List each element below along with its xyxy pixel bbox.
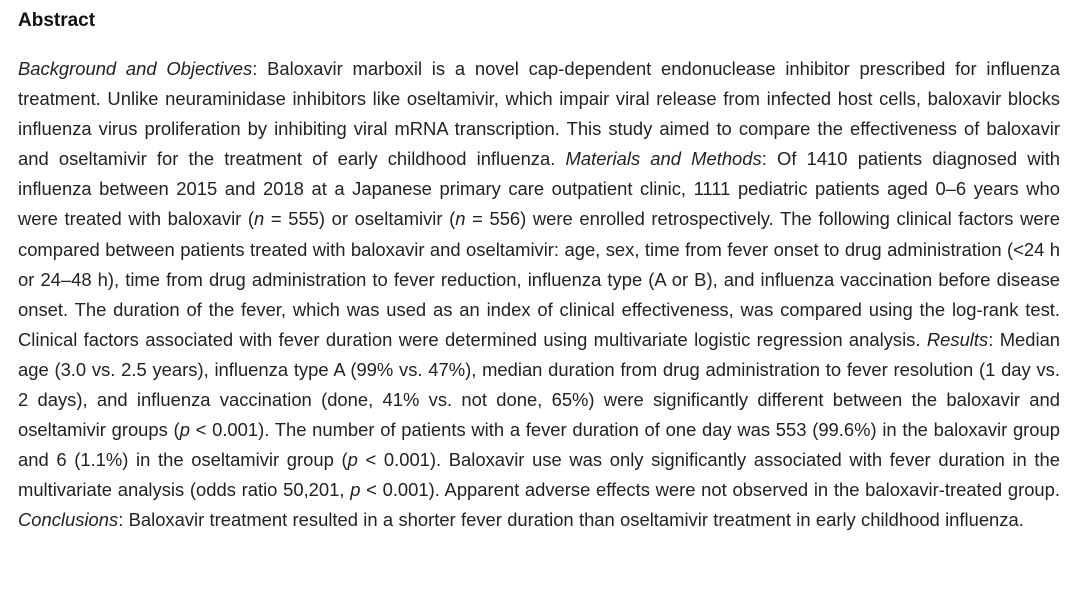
- section-text: Baloxavir marboxil is a novel cap-dependent endonuclease inhibitor prescribed for influenza treatment. Unlike neuraminidase inhibitors like oseltamivir, which impair viral release from infected host cells, baloxavir blocks influenza virus proliferation by inhibiting viral mRNA transcription. This study aimed to compare the effectiveness of baloxavir and oseltamivir for the treatment of early childhood influenza.: [18, 58, 1061, 170]
- abstract-body: Background and Objectives: Baloxavir marboxil is a novel cap-dependent endonuclease inhibitor prescribed for influenza treatment. Unlike neuraminidase inhibitors like oseltamivir, which impair viral release from infected host cells, baloxavir blocks influenza virus proliferation by inhibiting viral mRNA transcription. This study aimed to compare the effectiveness of baloxavir and oseltamivir for the treatment of early childhood influenza. Materials and Methods: Of 1410 patients diagnosed with influenza between 2015 and 2018 at a Japanese primary care outpatient clinic, 1111 pediatric patients aged 0–6 years who were treated with baloxavir (n = 555) or oseltamivir (n = 556) were enrolled retrospectively. The following clinical factors were compared between patients treated with baloxavir and oseltamivir: age, sex, time from fever onset to drug administration (<24 h or 24–48 h), time from drug administration to fever reduction, influenza type (A or B), and influenza vaccination before disease onset. The duration of the fever, which was used as an index of clinical effectiveness, was compared using the log-rank test. Clinical factors associated with fever duration were determined using multivariate logistic regression analysis. Results: Median age (3.0 vs. 2.5 years), influenza type A (99% vs. 47%), median duration from drug administration to fever resolution (1 day vs. 2 days), and influenza vaccination (done, 41% vs. not done, 65%) were significantly different between the baloxavir and oseltamivir groups (p < 0.001). The number of patients with a fever duration of one day was 553 (99.6%) in the baloxavir group and 6 (1.1%) in the oseltamivir group (p < 0.001). Baloxavir use was only significantly associated with fever duration in the multivariate analysis (odds ratio 50,201, p < 0.001). Apparent adverse effects were not observed in the baloxavir-treated group. Conclusions: Baloxavir treatment resulted in a shorter fever duration than oseltamivir treatment in early childhood influenza.: [18, 58, 1061, 531]
- section-text: Of 1410 patients diagnosed with influenza between 2015 and 2018 at a Japanese primary care outpatient clinic, 1111 pediatric patients aged 0–6 years who were treated with baloxavir (: [18, 148, 1061, 230]
- statistic-symbol: p: [350, 479, 361, 501]
- section-text: Baloxavir treatment resulted in a shorter fever duration than oseltamivir treatment in early childhood influenza.: [128, 509, 1024, 531]
- statistic-symbol: n: [455, 208, 466, 230]
- section-text: < 0.001). The number of patients with a fever duration of one day was 553 (99.6%) in the baloxavir group and 6 (1.1%) in the oseltamivir group (: [18, 419, 1060, 471]
- abstract-heading: Abstract: [18, 10, 96, 31]
- section-text: = 556) were enrolled retrospectively. The following clinical factors were compared between patients treated with baloxavir and oseltamivir: age, sex, time from fever onset to drug administration (<24 h or 24–48 h), time from drug administration to fever reduction, influenza type (A or B), and influenza vaccination before disease onset. The duration of the fever, which was used as an index of clinical effectiveness, was compared using the log-rank test. Clinical factors associated with fever duration were determined using multivariate logistic regression analysis.: [18, 208, 1060, 350]
- section-text: < 0.001). Apparent adverse effects were not observed in the baloxavir-treated group.: [360, 479, 1060, 501]
- statistic-symbol: p: [347, 449, 358, 471]
- statistic-symbol: p: [179, 419, 190, 441]
- section-label: Background and Objectives: [18, 58, 253, 79]
- section-label: Conclusions: [18, 509, 119, 531]
- statistic-symbol: n: [254, 208, 265, 230]
- section-text: < 0.001). Baloxavir use was only significantly associated with fever duration in the multivariate analysis (odds ratio 50,201,: [18, 449, 1060, 501]
- section-text: Median age (3.0 vs. 2.5 years), influenza type A (99% vs. 47%), median duration from drug administration to fever resolution (1 day vs. 2 days), and influenza vaccination (done, 41% vs. not done, 65%) were significantly different between the baloxavir and oseltamivir groups (: [18, 328, 1061, 441]
- section-label: Materials and Methods: [565, 148, 762, 170]
- section-text: = 555) or oseltamivir (: [264, 208, 456, 230]
- section-label: Results: [926, 328, 989, 350]
